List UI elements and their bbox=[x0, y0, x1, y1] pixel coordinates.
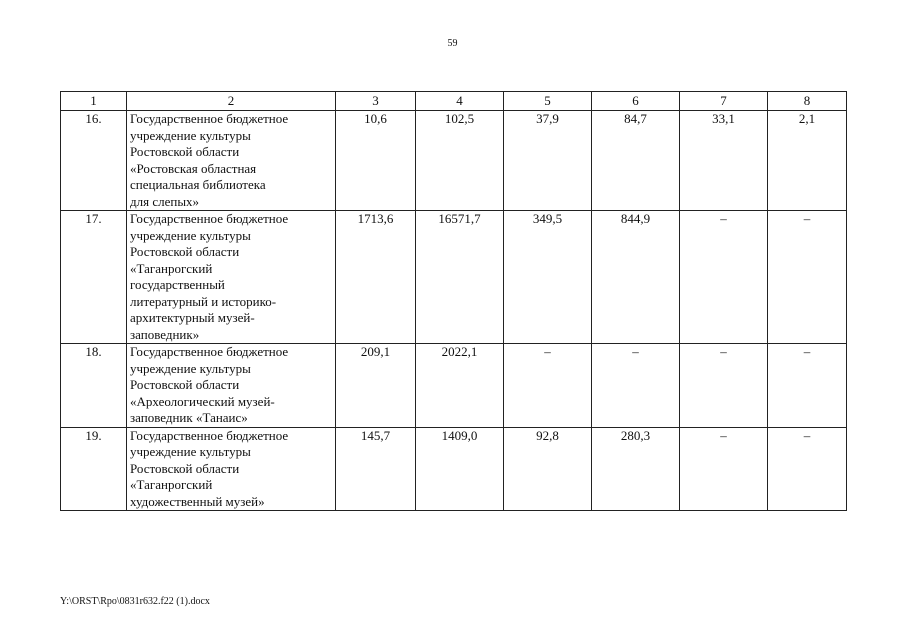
institution-name-line: литературный и историко- bbox=[130, 293, 277, 309]
value-cell-col-7: – bbox=[680, 427, 768, 511]
value-cell-col-8: – bbox=[768, 211, 847, 344]
value-cell-col-5: 349,5 bbox=[504, 211, 592, 344]
institution-name-line: специальная библиотека bbox=[130, 177, 266, 192]
page-number: 59 bbox=[447, 38, 458, 49]
column-header: 6 bbox=[592, 92, 680, 111]
value-cell-col-3: 1713,6 bbox=[336, 211, 416, 344]
institution-name-line: Государственное бюджетное bbox=[130, 211, 289, 226]
value-cell-col-8: – bbox=[768, 427, 847, 511]
table-row bbox=[61, 344, 847, 428]
value-cell-col-5: 37,9 bbox=[504, 111, 592, 211]
data-table bbox=[60, 91, 847, 511]
institution-name-line: «Ростовская областная bbox=[130, 160, 257, 176]
value-cell-col-7: – bbox=[680, 344, 768, 428]
row-number: 19. bbox=[61, 427, 127, 511]
header-row bbox=[61, 92, 847, 111]
institution-name-line: Ростовской области bbox=[130, 244, 240, 259]
value-cell-col-4: 16571,7 bbox=[416, 211, 504, 344]
institution-name-line: художественный музей» bbox=[130, 493, 265, 509]
value-cell-col-7: 33,1 bbox=[680, 111, 768, 211]
value-cell-col-3: 10,6 bbox=[336, 111, 416, 211]
file-path: Y:\ORST\Rpo\0831r632.f22 (1).docx bbox=[60, 596, 210, 607]
value-cell-col-7: – bbox=[680, 211, 768, 344]
institution-name-line: заповедник «Танаис» bbox=[130, 410, 248, 425]
institution-name bbox=[127, 344, 336, 428]
institution-name-line: Ростовской области bbox=[130, 377, 240, 392]
institution-name-line: Ростовской области bbox=[130, 144, 240, 159]
institution-name-line: Ростовской области bbox=[130, 460, 240, 476]
value-cell-col-6: 84,7 bbox=[592, 111, 680, 211]
value-cell-col-3: 145,7 bbox=[336, 427, 416, 511]
institution-name-line: учреждение культуры bbox=[130, 360, 251, 376]
institution-name-line: учреждение культуры bbox=[130, 227, 251, 243]
institution-name-line: Государственное бюджетное bbox=[130, 111, 289, 126]
table-row bbox=[61, 211, 847, 344]
column-header: 5 bbox=[504, 92, 592, 111]
value-cell-col-6: 280,3 bbox=[592, 427, 680, 511]
column-header: 2 bbox=[127, 92, 336, 111]
value-cell-col-4: 102,5 bbox=[416, 111, 504, 211]
column-header: 1 bbox=[61, 92, 127, 111]
institution-name-line: заповедник» bbox=[130, 326, 200, 342]
institution-name bbox=[127, 211, 336, 344]
institution-name-line: для слепых» bbox=[130, 193, 200, 209]
value-cell-col-3: 209,1 bbox=[336, 344, 416, 428]
institution-name-line: учреждение культуры bbox=[130, 444, 251, 459]
value-cell-col-8: 2,1 bbox=[768, 111, 847, 211]
value-cell-col-4: 2022,1 bbox=[416, 344, 504, 428]
value-cell-col-6: – bbox=[592, 344, 680, 428]
institution-name-line: учреждение культуры bbox=[130, 127, 251, 143]
value-cell-col-8: – bbox=[768, 344, 847, 428]
institution-name-line: архитектурный музей- bbox=[130, 310, 255, 325]
row-number: 17. bbox=[61, 211, 127, 344]
institution-name-line: Государственное бюджетное bbox=[130, 344, 289, 359]
column-header: 7 bbox=[680, 92, 768, 111]
institution-name-line: Государственное бюджетное bbox=[130, 427, 289, 443]
column-header: 3 bbox=[336, 92, 416, 111]
institution-name-line: «Таганрогский bbox=[130, 477, 213, 492]
row-number: 16. bbox=[61, 111, 127, 211]
row-number: 18. bbox=[61, 344, 127, 428]
value-cell-col-4: 1409,0 bbox=[416, 427, 504, 511]
table-row bbox=[61, 111, 847, 211]
value-cell-col-5: 92,8 bbox=[504, 427, 592, 511]
table-body bbox=[61, 92, 847, 511]
column-header: 4 bbox=[416, 92, 504, 111]
institution-name-line: государственный bbox=[130, 277, 225, 292]
table-row bbox=[61, 427, 847, 511]
institution-name-line: «Таганрогский bbox=[130, 260, 213, 276]
value-cell-col-5: – bbox=[504, 344, 592, 428]
value-cell-col-6: 844,9 bbox=[592, 211, 680, 344]
institution-name bbox=[127, 111, 336, 211]
institution-name-line: «Археологический музей- bbox=[130, 393, 275, 409]
column-header: 8 bbox=[768, 92, 847, 111]
institution-name bbox=[127, 427, 336, 511]
